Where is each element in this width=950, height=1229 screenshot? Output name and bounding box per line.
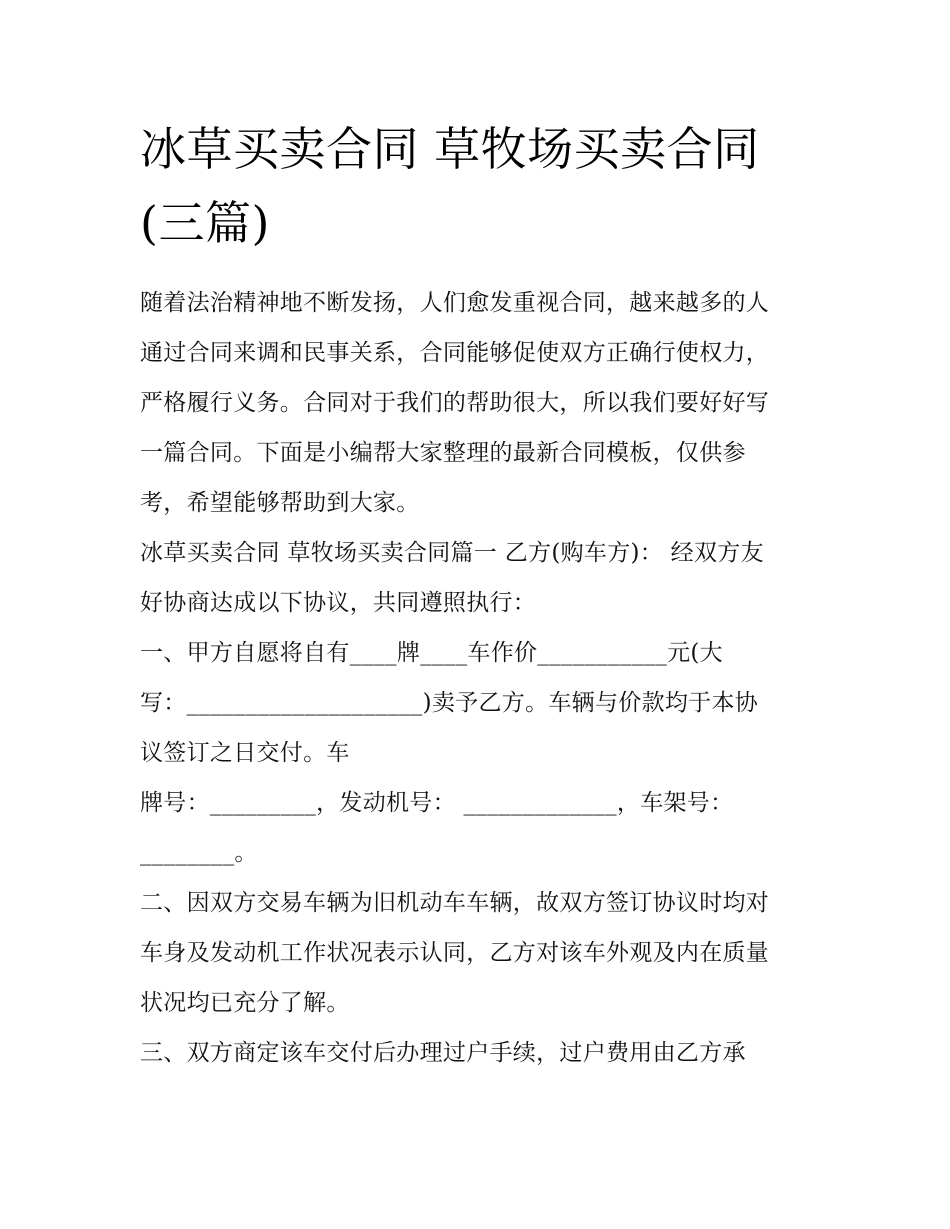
clause-2-line: 二、因双方交易车辆为旧机动车车辆，故双方签订协议时均对 xyxy=(140,890,770,916)
title-line-1: 冰草买卖合同 草牧场买卖合同 xyxy=(140,122,760,176)
clause-1-line: 写：____________________)卖予乙方。车辆与价款均于本协 xyxy=(140,690,759,716)
intro-line: 严格履行义务。合同对于我们的帮助很大，所以我们要好好写 xyxy=(140,390,770,416)
document-body xyxy=(140,278,830,1078)
clause-1-line: 牌号：_________，发动机号： _____________，车架号： xyxy=(140,790,734,816)
title-line-2: (三篇) xyxy=(140,196,270,250)
intro-line: 一篇合同。下面是小编帮大家整理的最新合同模板，仅供参 xyxy=(140,440,746,466)
clause-1-line: ________。 xyxy=(140,840,258,866)
intro-line: 通过合同来调和民事关系，合同能够促使双方正确行使权力， xyxy=(140,340,770,366)
clause-3-paragraph xyxy=(140,1028,830,1078)
clause-2-paragraph xyxy=(140,878,830,1028)
intro-paragraph xyxy=(140,278,830,528)
intro-line: 随着法治精神地不断发扬，人们愈发重视合同，越来越多的人 xyxy=(140,290,770,316)
clause-1-paragraph xyxy=(140,628,830,878)
clause-1-line: 一、甲方自愿将自有____牌____车作价___________元(大 xyxy=(140,640,723,666)
document-title xyxy=(140,112,830,260)
section-line: 冰草买卖合同 草牧场买卖合同篇一 乙方(购车方)： 经双方友 xyxy=(140,540,764,566)
intro-line: 考，希望能够帮助到大家。 xyxy=(140,490,420,516)
clause-3-line: 三、双方商定该车交付后办理过户手续，过户费用由乙方承 xyxy=(140,1040,746,1066)
section-line: 好协商达成以下协议，共同遵照执行： xyxy=(140,590,537,616)
clause-2-line: 车身及发动机工作状况表示认同，乙方对该车外观及内在质量 xyxy=(140,940,770,966)
clause-1-line: 议签订之日交付。车 xyxy=(140,740,350,766)
clause-2-line: 状况均已充分了解。 xyxy=(140,990,350,1016)
section-heading-paragraph xyxy=(140,528,830,628)
